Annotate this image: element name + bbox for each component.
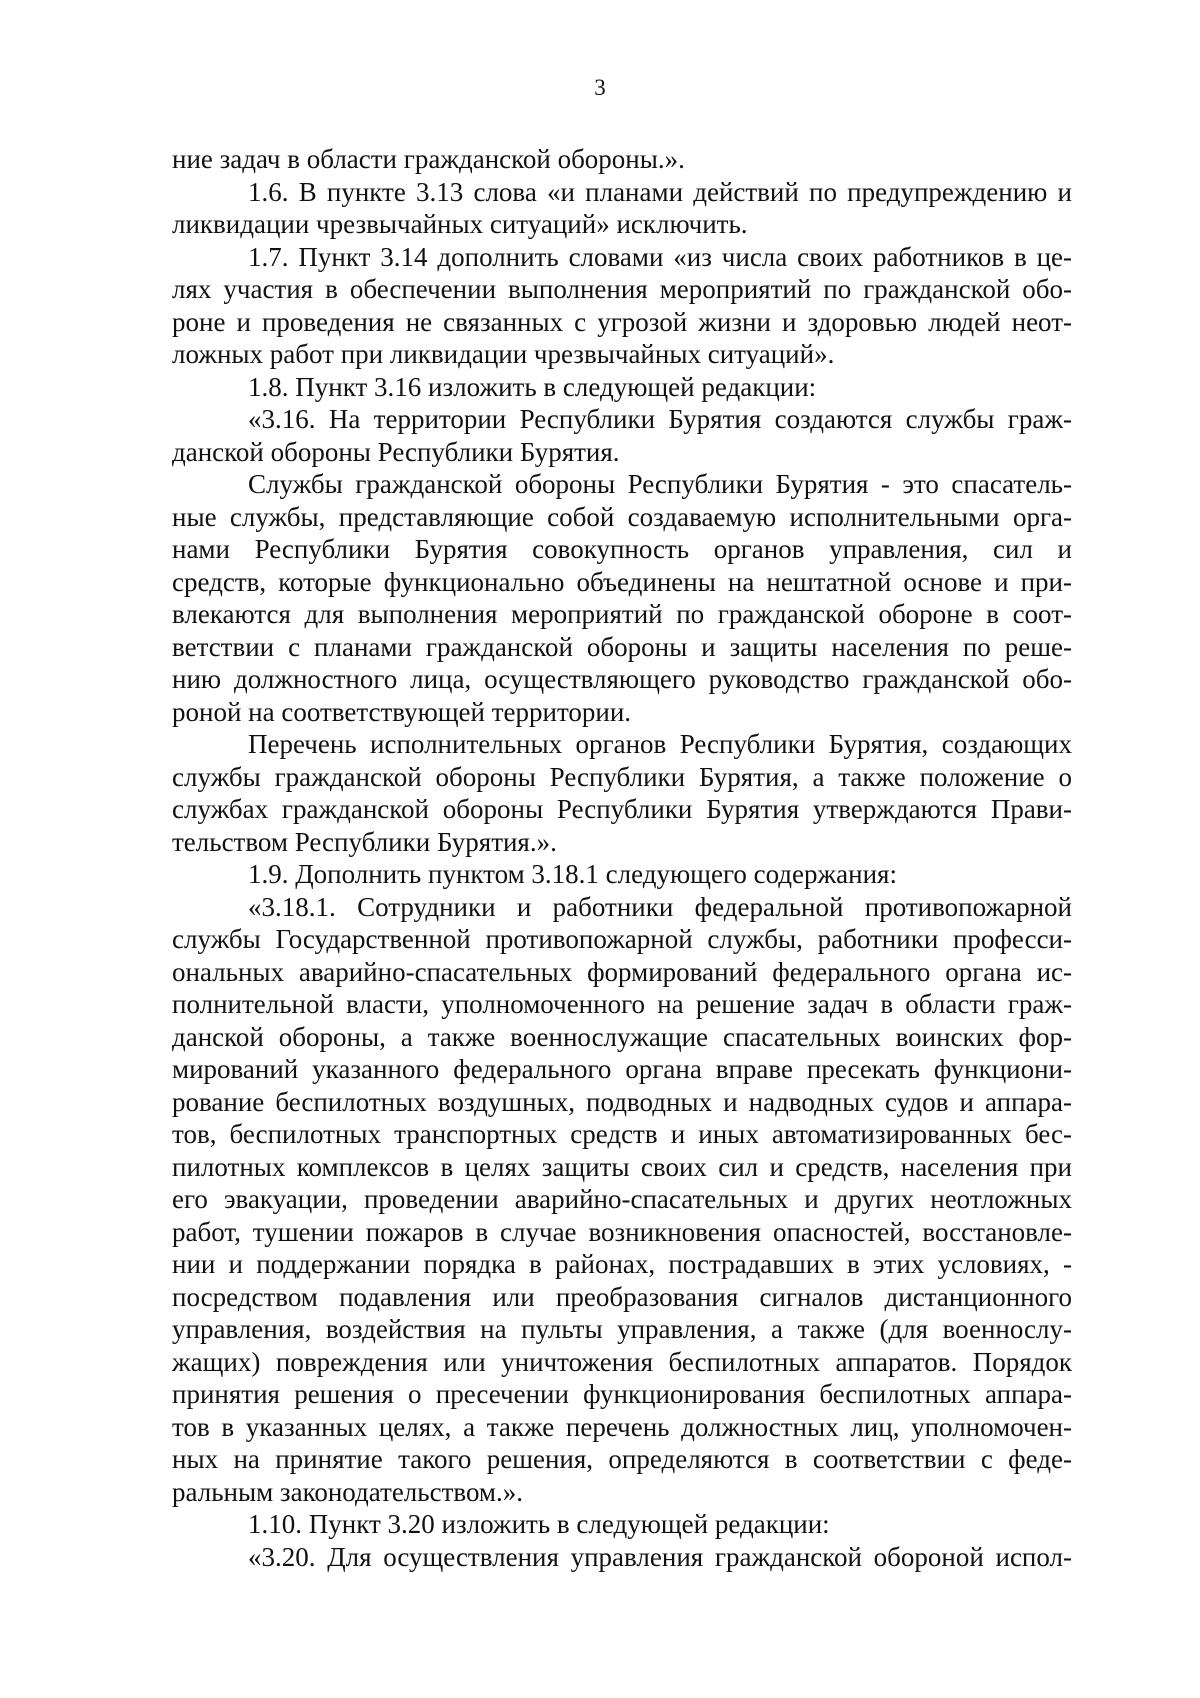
text-line: 1.6. В пункте 3.13 слова «и планами действий по предупреждению и (248, 176, 1072, 207)
text-line: службы гражданской обороны Республики Бурятия, а также положение о (172, 761, 1072, 792)
text-line: 1.10. Пункт 3.20 изложить в следующей редакции: (248, 1509, 830, 1539)
text-line: 1.9. Дополнить пунктом 3.18.1 следующего содержания: (248, 859, 897, 889)
text-line: «3.16. На территории Республики Бурятия создаются службы граж- (248, 404, 1072, 434)
text-line: нами Республики Бурятия совокупность органов управления, сил и (172, 534, 1072, 564)
text-line: тов, беспилотных транспортных средств и иных автоматизированных бес- (172, 1119, 1072, 1149)
text-line: посредством подавления или преобразования сигналов дистанционного (172, 1281, 1072, 1312)
text-line: Перечень исполнительных органов Республики Бурятия, создающих (248, 729, 1072, 759)
text-line: нии и поддержании порядка в районах, пострадавших в этих условиях, - (172, 1249, 1072, 1279)
document-body (172, 143, 1072, 1573)
text-line: средств, которые функционально объединены на нештатной основе и при- (172, 566, 1072, 597)
text-line: ональных аварийно-спасательных формирований федерального органа ис- (172, 956, 1072, 987)
text-line: роне и проведения не связанных с угрозой жизни и здоровью людей неот- (172, 306, 1072, 337)
text-line: Службы гражданской обороны Республики Бурятия - это спасатель- (248, 469, 1072, 499)
text-line: службы Государственной противопожарной службы, работники професси- (172, 924, 1072, 954)
text-line: ных на принятие такого решения, определяются в соответствии с феде- (172, 1444, 1072, 1474)
text-line: данской обороны, а также военнослужащие спасательных воинских фор- (172, 1021, 1072, 1052)
text-line: ральным законодательством.». (172, 1476, 524, 1507)
text-line: ные службы, представляющие собой создаваемую исполнительными орга- (172, 501, 1072, 532)
text-line: пилотных комплексов в целях защиты своих сил и средств, населения при (172, 1151, 1072, 1182)
text-line: службах гражданской обороны Республики Бурятия утверждаются Прави- (172, 794, 1072, 824)
text-line: «3.18.1. Сотрудники и работники федеральной противопожарной (248, 891, 1072, 922)
text-line: его эвакуации, проведении аварийно-спасательных и других неотложных (172, 1184, 1072, 1214)
text-line: 1.7. Пункт 3.14 дополнить словами «из числа своих работников в це- (248, 241, 1072, 272)
text-line: ликвидации чрезвычайных ситуаций» исключить. (172, 209, 748, 239)
text-line: ветствии с планами гражданской обороны и защиты населения по реше- (172, 631, 1072, 662)
text-line: рование беспилотных воздушных, подводных и надводных судов и аппара- (172, 1086, 1072, 1117)
text-line: ложных работ при ликвидации чрезвычайных ситуаций». (172, 339, 835, 369)
page-number: 3 (594, 75, 606, 100)
text-line: управления, воздействия на пульты управления, а также (для военнослу- (172, 1314, 1072, 1344)
text-line: тов в указанных целях, а также перечень должностных лиц, уполномочен- (172, 1411, 1072, 1442)
text-line: работ, тушении пожаров в случае возникновения опасностей, восстановле- (172, 1216, 1072, 1247)
text-line: нию должностного лица, осуществляющего руководство гражданской обо- (172, 664, 1072, 694)
text-line: роной на соответствующей территории. (172, 696, 632, 727)
text-line: влекаются для выполнения мероприятий по гражданской обороне в соот- (172, 599, 1072, 629)
text-line: принятия решения о пресечении функционирования беспилотных аппара- (172, 1379, 1072, 1409)
text-line: мирований указанного федерального органа вправе пресекать функциони- (172, 1054, 1072, 1084)
text-line: «3.20. Для осуществления управления гражданской обороной испол- (248, 1541, 1072, 1572)
text-line: лях участия в обеспечении выполнения мероприятий по гражданской обо- (172, 274, 1072, 304)
text-line: полнительной власти, уполномоченного на решение задач в области граж- (172, 989, 1072, 1019)
text-line: ние задач в области гражданской обороны.». (172, 144, 685, 174)
text-line: жащих) повреждения или уничтожения беспилотных аппаратов. Порядок (172, 1346, 1072, 1377)
text-line: 1.8. Пункт 3.16 изложить в следующей редакции: (248, 371, 817, 402)
text-line: данской обороны Республики Бурятия. (172, 436, 620, 467)
text-line: тельством Республики Бурятия.». (172, 826, 557, 857)
